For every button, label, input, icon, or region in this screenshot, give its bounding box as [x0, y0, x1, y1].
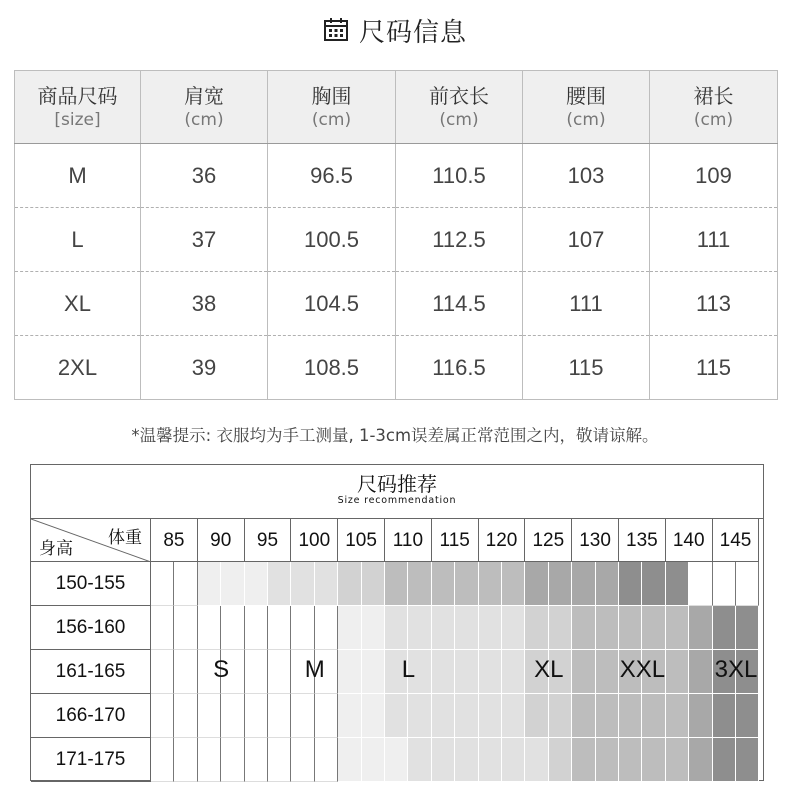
header-cell: 商品尺码 [size] — [15, 71, 141, 144]
grid-cell — [432, 606, 455, 650]
grid-cell — [174, 738, 197, 782]
grid-cell — [338, 738, 361, 782]
grid-cell — [479, 738, 502, 782]
table-cell: 116.5 — [396, 336, 523, 400]
grid-cell — [666, 738, 689, 782]
grid-cell — [268, 562, 291, 606]
grid-cell — [689, 694, 712, 738]
weight-header-cell: 130 — [572, 519, 619, 562]
size-table-header — [15, 71, 778, 144]
grid-cell — [525, 562, 548, 606]
grid-cell — [596, 606, 619, 650]
grid-cell — [619, 738, 642, 782]
table-row — [15, 272, 778, 336]
page-heading — [0, 12, 790, 48]
grid-cell — [385, 738, 408, 782]
table-cell: 112.5 — [396, 208, 523, 272]
table-cell: 108.5 — [268, 336, 396, 400]
grid-cell — [549, 738, 572, 782]
axis-corner — [31, 519, 151, 562]
calendar-grid-icon — [323, 18, 349, 42]
grid-cell — [385, 606, 408, 650]
weight-header-cell: 100 — [291, 519, 338, 562]
grid-cell — [666, 606, 689, 650]
grid-cell — [479, 606, 502, 650]
grid-cell — [151, 694, 174, 738]
size-recommendation-chart — [30, 464, 764, 781]
table-cell: 104.5 — [268, 272, 396, 336]
grid-cell — [642, 738, 665, 782]
grid-cell — [455, 694, 478, 738]
weight-header-cell: 105 — [338, 519, 385, 562]
header-cell: 裙长 (cm) — [650, 71, 778, 144]
grid-cell — [736, 562, 759, 606]
recommendation-title-zh: 尺码推荐 — [357, 472, 437, 496]
table-row — [15, 336, 778, 400]
table-cell: 100.5 — [268, 208, 396, 272]
weight-header-cell: 85 — [151, 519, 198, 562]
grid-cell — [385, 694, 408, 738]
grid-cell — [502, 738, 525, 782]
table-cell: 115 — [523, 336, 650, 400]
weight-header-cell: 90 — [198, 519, 245, 562]
grid-cell — [221, 562, 244, 606]
grid-cell — [642, 694, 665, 738]
table-cell: 38 — [141, 272, 268, 336]
grid-cell — [198, 694, 221, 738]
grid-cell — [221, 738, 244, 782]
grid-cell — [432, 650, 455, 694]
grid-cell — [338, 562, 361, 606]
size-label: L — [401, 656, 416, 683]
grid-cell — [174, 606, 197, 650]
grid-cell — [291, 694, 314, 738]
grid-cell — [713, 694, 736, 738]
table-cell: 113 — [650, 272, 778, 336]
height-header-cell: 156-160 — [31, 606, 151, 650]
weight-header-cell: 95 — [245, 519, 292, 562]
grid-cell — [268, 650, 291, 694]
height-header-cell: 161-165 — [31, 650, 151, 694]
grid-cell — [619, 694, 642, 738]
table-cell: 39 — [141, 336, 268, 400]
grid-cell — [549, 694, 572, 738]
grid-cell — [221, 694, 244, 738]
grid-cell — [736, 738, 759, 782]
table-cell: 2XL — [15, 336, 141, 400]
grid-cell — [338, 650, 361, 694]
grid-cell — [619, 562, 642, 606]
grid-cell — [338, 694, 361, 738]
grid-cell — [151, 606, 174, 650]
table-cell: 103 — [523, 144, 650, 208]
grid-cell — [689, 738, 712, 782]
grid-cell — [502, 650, 525, 694]
grid-cell — [362, 694, 385, 738]
grid-cell — [666, 694, 689, 738]
grid-cell — [315, 738, 338, 782]
table-cell: 110.5 — [396, 144, 523, 208]
weight-header-cell: 125 — [525, 519, 572, 562]
table-cell: 107 — [523, 208, 650, 272]
header-cell: 肩宽 (cm) — [141, 71, 268, 144]
weight-axis-label: 体重 — [108, 528, 142, 548]
grid-cell — [198, 738, 221, 782]
table-cell: 37 — [141, 208, 268, 272]
grid-cell — [268, 694, 291, 738]
weight-header-cell: 110 — [385, 519, 432, 562]
grid-cell — [479, 650, 502, 694]
weight-header-cell: 115 — [432, 519, 479, 562]
grid-cell — [502, 562, 525, 606]
grid-cell — [174, 562, 197, 606]
size-table — [14, 70, 778, 400]
grid-cell — [151, 650, 174, 694]
grid-cell — [572, 650, 595, 694]
size-label: S — [213, 656, 230, 683]
grid-cell — [455, 606, 478, 650]
grid-cell — [713, 738, 736, 782]
grid-cell — [385, 562, 408, 606]
grid-cell — [689, 650, 712, 694]
grid-cell — [689, 606, 712, 650]
page-title: 尺码信息 — [358, 17, 467, 48]
grid-cell — [549, 606, 572, 650]
grid-cell — [174, 694, 197, 738]
grid-cell — [362, 738, 385, 782]
size-label: M — [304, 656, 325, 683]
grid-cell — [525, 694, 548, 738]
grid-cell — [408, 694, 431, 738]
table-cell: L — [15, 208, 141, 272]
table-cell: 111 — [523, 272, 650, 336]
grid-cell — [525, 606, 548, 650]
grid-cell — [151, 738, 174, 782]
grid-cell — [432, 562, 455, 606]
height-header-cell: 150-155 — [31, 562, 151, 606]
height-header-cell: 171-175 — [31, 738, 151, 782]
grid-cell — [572, 606, 595, 650]
grid-cell — [174, 650, 197, 694]
grid-cell — [572, 738, 595, 782]
grid-cell — [408, 606, 431, 650]
grid-cell — [502, 694, 525, 738]
table-cell: 111 — [650, 208, 778, 272]
grid-cell — [479, 694, 502, 738]
grid-cell — [432, 694, 455, 738]
grid-cell — [666, 562, 689, 606]
table-cell: XL — [15, 272, 141, 336]
grid-cell — [151, 562, 174, 606]
grid-cell — [362, 606, 385, 650]
table-row — [15, 144, 778, 208]
grid-cell — [525, 738, 548, 782]
grid-cell — [432, 738, 455, 782]
recommendation-subtitle: Size recommendation — [337, 495, 457, 506]
table-cell: 109 — [650, 144, 778, 208]
grid-cell — [198, 562, 221, 606]
grid-cell — [455, 650, 478, 694]
grid-cell — [338, 606, 361, 650]
grid-cell — [455, 562, 478, 606]
grid-cell — [572, 694, 595, 738]
grid-cell — [245, 562, 268, 606]
table-cell: 96.5 — [268, 144, 396, 208]
grid-cell — [642, 606, 665, 650]
recommendation-title — [31, 465, 763, 519]
grid-cell — [713, 606, 736, 650]
size-label: XXL — [619, 656, 666, 683]
grid-cell — [291, 562, 314, 606]
header-cell: 前衣长 (cm) — [396, 71, 523, 144]
grid-cell — [245, 694, 268, 738]
grid-cell — [689, 562, 712, 606]
grid-cell — [268, 738, 291, 782]
table-cell: M — [15, 144, 141, 208]
table-cell: 36 — [141, 144, 268, 208]
weight-header-cell: 140 — [666, 519, 713, 562]
grid-cell — [315, 562, 338, 606]
grid-cell — [198, 606, 221, 650]
grid-cell — [245, 606, 268, 650]
grid-cell — [362, 650, 385, 694]
height-header-cell: 166-170 — [31, 694, 151, 738]
grid-cell — [666, 650, 689, 694]
grid-cell — [736, 606, 759, 650]
table-cell: 114.5 — [396, 272, 523, 336]
grid-cell — [713, 562, 736, 606]
grid-cell — [596, 562, 619, 606]
height-axis-label: 身高 — [39, 539, 73, 559]
grid-cell — [619, 606, 642, 650]
size-label: XL — [534, 656, 564, 683]
size-label: 3XL — [714, 656, 758, 683]
grid-cell — [245, 738, 268, 782]
table-cell: 115 — [650, 336, 778, 400]
table-row — [15, 208, 778, 272]
grid-cell — [455, 738, 478, 782]
grid-cell — [479, 562, 502, 606]
grid-cell — [572, 562, 595, 606]
grid-cell — [408, 738, 431, 782]
grid-cell — [221, 606, 244, 650]
grid-cell — [596, 650, 619, 694]
grid-cell — [642, 562, 665, 606]
grid-cell — [549, 562, 572, 606]
grid-cell — [362, 562, 385, 606]
weight-header-cell: 120 — [479, 519, 526, 562]
measurement-note: *温馨提示: 衣服均为手工测量, 1-3cm误差属正常范围之内，敬请谅解。 — [131, 426, 659, 445]
header-cell: 腰围 (cm) — [523, 71, 650, 144]
grid-cell — [268, 606, 291, 650]
weight-header-cell: 135 — [619, 519, 666, 562]
grid-cell — [245, 650, 268, 694]
grid-cell — [502, 606, 525, 650]
grid-cell — [408, 562, 431, 606]
grid-cell — [736, 694, 759, 738]
grid-cell — [596, 694, 619, 738]
grid-cell — [315, 694, 338, 738]
grid-cell — [291, 738, 314, 782]
grid-cell — [596, 738, 619, 782]
weight-header-cell: 145 — [713, 519, 760, 562]
grid-cell — [315, 606, 338, 650]
header-cell: 胸围 (cm) — [268, 71, 396, 144]
grid-cell — [291, 606, 314, 650]
